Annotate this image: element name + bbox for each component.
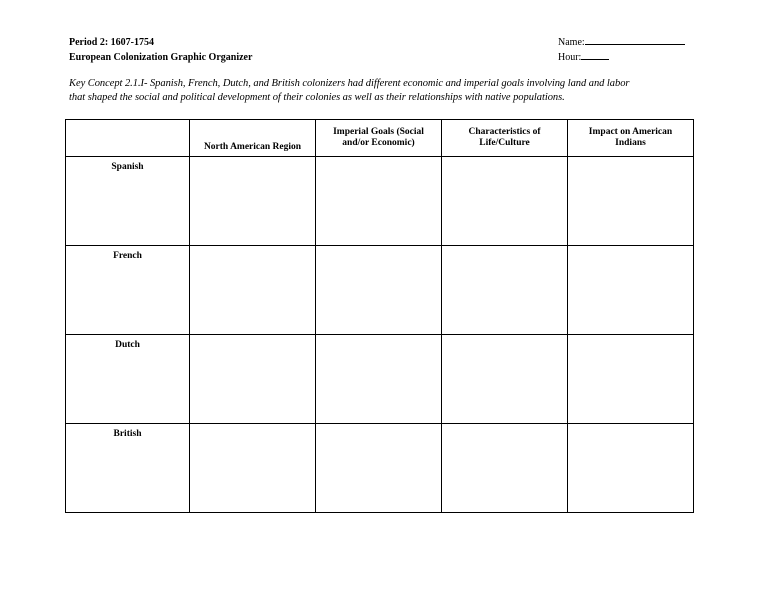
cell-british-goals[interactable] [316,424,442,513]
header-corner-cell [66,120,190,157]
graphic-organizer-table [65,119,694,513]
column-header-imperial-goals: Imperial Goals (Social and/or Economic) [316,120,442,157]
row-header-spanish: Spanish [66,157,190,246]
cell-dutch-region[interactable] [190,335,316,424]
cell-british-region[interactable] [190,424,316,513]
organizer-title: European Colonization Graphic Organizer [69,52,253,63]
name-blank[interactable] [585,35,685,45]
cell-dutch-goals[interactable] [316,335,442,424]
key-concept-line-1: Key Concept 2.1.I- Spanish, French, Dutch, and British colonizers had different economic and imperial goals involving land and labor [69,78,630,89]
student-info [558,35,685,65]
row-header-french: French [66,246,190,335]
cell-dutch-impact[interactable] [568,335,694,424]
column-header-region: North American Region [190,120,316,157]
table-row [66,335,694,424]
cell-spanish-culture[interactable] [442,157,568,246]
cell-british-impact[interactable] [568,424,694,513]
key-concept-line-2: that shaped the social and political development of their colonies as well as their relationships with native populations. [69,91,565,103]
table-row [66,424,694,513]
hour-blank[interactable] [581,50,609,60]
cell-dutch-culture[interactable] [442,335,568,424]
hour-field[interactable] [558,50,685,65]
key-concept [69,77,709,104]
cell-french-culture[interactable] [442,246,568,335]
cell-french-region[interactable] [190,246,316,335]
column-header-impact: Impact on American Indians [568,120,694,157]
cell-spanish-goals[interactable] [316,157,442,246]
table-row [66,246,694,335]
cell-french-goals[interactable] [316,246,442,335]
hour-label: Hour: [558,52,582,63]
cell-french-impact[interactable] [568,246,694,335]
row-header-british: British [66,424,190,513]
worksheet-header [69,35,252,65]
row-header-dutch: Dutch [66,335,190,424]
table-row [66,157,694,246]
name-field[interactable] [558,35,685,50]
name-label: Name: [558,37,585,48]
cell-spanish-region[interactable] [190,157,316,246]
column-header-life-culture: Characteristics of Life/Culture [442,120,568,157]
table-header-row [66,120,694,157]
cell-spanish-impact[interactable] [568,157,694,246]
period-heading: Period 2: 1607-1754 [69,37,154,48]
cell-british-culture[interactable] [442,424,568,513]
